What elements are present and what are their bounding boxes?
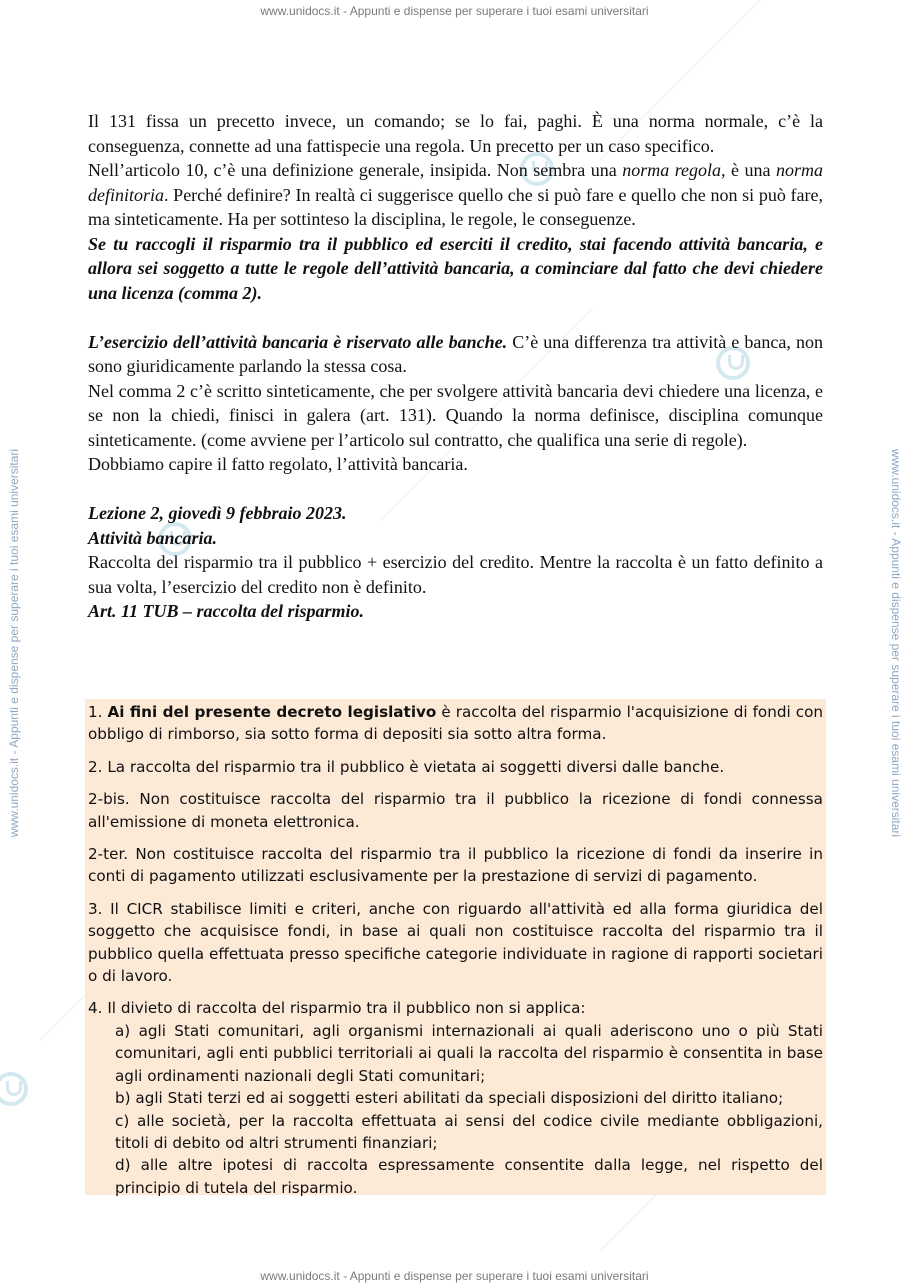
clause-number: 1. bbox=[88, 703, 108, 721]
article-title: Art. 11 TUB – raccolta del risparmio. bbox=[88, 601, 365, 621]
law-clause: 2-bis. Non costituisce raccolta del risparmio tra il pubblico la ricezione di fondi connessa all'emissione di moneta elettronica. bbox=[88, 790, 823, 831]
bold-text: Ai fini del presente decreto legislativo bbox=[107, 703, 437, 721]
law-clause: 3. Il CICR stabilisce limiti e criteri, anche con riguardo all'attività ed alla forma giuridica del soggetto che acquisisce fondi, in base ai quali non costituisce raccolta del risparmio tra il pubblico quella effettuata presso specifiche categorie individuate in ragione di rapporti societari o di lavoro. bbox=[88, 899, 823, 986]
left-side-watermark-text: www.unidocs.it - Appunti e dispense per superare i tuoi esami universitari bbox=[7, 448, 21, 838]
text-run: C’è una differenza tra attività e banca, non sono giuridicamente parlando la stessa cosa. bbox=[88, 331, 823, 376]
spacer bbox=[88, 477, 823, 502]
spacer bbox=[88, 305, 823, 330]
law-clause bbox=[88, 701, 823, 746]
law-clause: 2-ter. Non costituisce raccolta del risparmio tra il pubblico la ricezione di fondi da inserire in conti di pagamento utilizzati esclusivamente per la prestazione di servizi di pagamento. bbox=[88, 845, 823, 886]
paragraph: Nel comma 2 c’è scritto sinteticamente, che per svolgere attività bancaria devi chiedere una licenza, e se non la chiedi, finisci in galera (art. 131). Quando la norma definisce, disciplina comunque sinteticamente. (come avviene per l’articolo sul contratto, che qualifica una serie di regole). bbox=[88, 380, 823, 450]
right-side-watermark-text: www.unidocs.it - Appunti e dispense per superare i tuoi esami universitari bbox=[889, 448, 903, 838]
page-header: www.unidocs.it - Appunti e dispense per superare i tuoi esami universitari bbox=[260, 4, 649, 18]
paragraph bbox=[88, 158, 823, 232]
text-run: . Perché definire? In realtà ci suggerisce quello che si può fare e quello che non si può fare, ma sinteticamente. Ha per sottinteso la disciplina, le regole, le conseguenze. bbox=[88, 184, 823, 229]
paragraph: Raccolta del risparmio tra il pubblico + esercizio del credito. Mentre la raccolta è un fatto definito a sua volta, l’esercizio del credito non è definito. bbox=[88, 552, 823, 597]
section-title: Attività bancaria. bbox=[88, 527, 218, 548]
law-subclause: c) alle società, per la raccolta effettuata ai sensi del codice civile mediante obbligazioni, titoli di debito od altri strumenti finanziari; bbox=[115, 1111, 823, 1152]
page-footer: www.unidocs.it - Appunti e dispense per superare i tuoi esami universitari bbox=[260, 1269, 649, 1283]
watermark-logo-icon bbox=[0, 1072, 28, 1106]
text-run: Nell’articolo 10, c’è una definizione generale, insipida. Non sembra una bbox=[88, 160, 623, 180]
text-run: è raccolta del risparmio l'acquisizione di fondi con obbligo di rimborso, sia sotto forma di depositi sia sotto altra forma. bbox=[88, 703, 823, 744]
emphasized-paragraph: Se tu raccogli il risparmio tra il pubblico ed eserciti il credito, stai facendo attività bancaria, e allora sei soggetto a tutte le regole dell’attività bancaria, a cominciare dal fatto che devi chiedere una licenza (comma 2). bbox=[88, 233, 823, 303]
italic-text: norma regola, bbox=[622, 160, 726, 180]
law-subclause: a) agli Stati comunitari, agli organismi internazionali ai quali aderiscono uno o più Stati comunitari, agli enti pubblici territoriali ai quali la raccolta del risparmio è consentita in base agli ordinamenti nazionali degli Stati comunitari; bbox=[115, 1021, 823, 1085]
law-subclause: b) agli Stati terzi ed ai soggetti esteri abilitati da speciali disposizioni del diritto italiano; bbox=[115, 1089, 784, 1108]
paragraph: Il 131 fissa un precetto invece, un comando; se lo fai, paghi. È una norma normale, c’è la conseguenza, connette ad una fattispecie una regola. Un precetto per un caso specifico. bbox=[88, 111, 823, 156]
law-subclause: d) alle altre ipotesi di raccolta espressamente consentite dalla legge, nel rispetto del principio di tutela del risparmio. bbox=[115, 1156, 823, 1197]
law-clause: 2. La raccolta del risparmio tra il pubblico è vietata ai soggetti diversi dalle banche. bbox=[88, 757, 725, 776]
bold-italic-text: L’esercizio dell’attività bancaria è riservato alle banche. bbox=[88, 331, 508, 352]
italic-text: norma definitoria bbox=[88, 160, 823, 205]
lesson-title: Lezione 2, giovedì 9 febbraio 2023. bbox=[88, 503, 347, 523]
document-body bbox=[88, 109, 823, 624]
law-text-box bbox=[85, 699, 826, 1195]
text-run: è una bbox=[725, 160, 776, 180]
law-clause: 4. Il divieto di raccolta del risparmio tra il pubblico non si applica: bbox=[88, 999, 586, 1018]
paragraph bbox=[88, 330, 823, 379]
paragraph: Dobbiamo capire il fatto regolato, l’attività bancaria. bbox=[88, 454, 468, 474]
